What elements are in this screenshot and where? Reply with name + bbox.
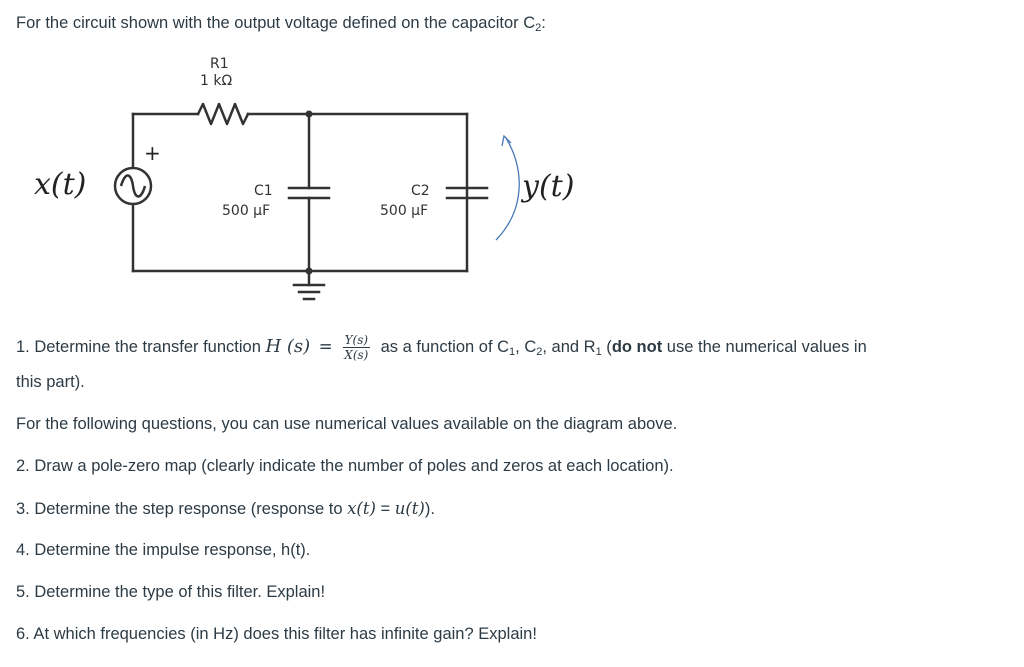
question-5: 5. Determine the type of this filter. Explain!: [16, 583, 326, 601]
output-arrow: [496, 138, 519, 240]
ac-source-icon: [115, 168, 151, 204]
r1-value: 1 kΩ: [200, 73, 233, 89]
question-6: 6. At which frequencies (in Hz) does this filter has infinite gain? Explain!: [16, 625, 537, 643]
intro-main: For the circuit shown with the output voltage defined on the capacitor C: [16, 14, 536, 32]
q3-xt: x(t): [347, 499, 376, 518]
intro-sub: 2: [535, 22, 542, 34]
q3-ut: u(t): [394, 499, 425, 518]
plus-sign: +: [144, 141, 161, 165]
q1-tail: use the numerical values in: [662, 338, 867, 356]
q1-hs: H (s): [265, 336, 311, 357]
q1-bold: do not: [611, 338, 663, 356]
q3-eq: =: [375, 500, 395, 518]
c2-name: C2: [411, 183, 430, 199]
output-label: y(t): [522, 169, 575, 204]
question-1-line2: this part).: [16, 373, 85, 391]
q1-prefix: 1. Determine the transfer function: [16, 338, 266, 356]
q3-end: ).: [424, 500, 435, 518]
q1-fraction: [343, 333, 370, 362]
r1-name: R1: [210, 56, 229, 72]
q3-prefix: 3. Determine the step response (response to: [16, 500, 348, 518]
q1-frac-num: Y(s): [344, 333, 369, 348]
q1-equals: =: [318, 337, 333, 356]
q1-frac-den: X(s): [344, 348, 369, 363]
source-label: x(t): [34, 167, 87, 202]
q1-sub3: 1: [595, 346, 602, 358]
q1-mid: as a function of C: [376, 338, 510, 356]
question-4: 4. Determine the impulse response, h(t).: [16, 541, 311, 559]
intro-end: :: [541, 14, 546, 32]
question-1: [16, 328, 867, 371]
c2-value: 500 µF: [380, 203, 429, 219]
q1-paren: (: [601, 338, 612, 356]
numerical-note: For the following questions, you can use numerical values available on the diagram above.: [16, 415, 678, 433]
c1-value: 500 µF: [222, 203, 271, 219]
question-2: 2. Draw a pole-zero map (clearly indicate the number of poles and zeros at each location).: [16, 457, 674, 475]
resistor-r1: [198, 104, 248, 124]
q1-sub2: 2: [536, 346, 543, 358]
junction-bottom: [306, 268, 313, 275]
q1-sub1: 1: [509, 346, 516, 358]
c1-name: C1: [254, 183, 273, 199]
junction-top: [306, 111, 313, 118]
q1-sep1: , C: [515, 338, 537, 356]
question-3: [16, 499, 435, 519]
q1-sep2: , and R: [542, 338, 596, 356]
